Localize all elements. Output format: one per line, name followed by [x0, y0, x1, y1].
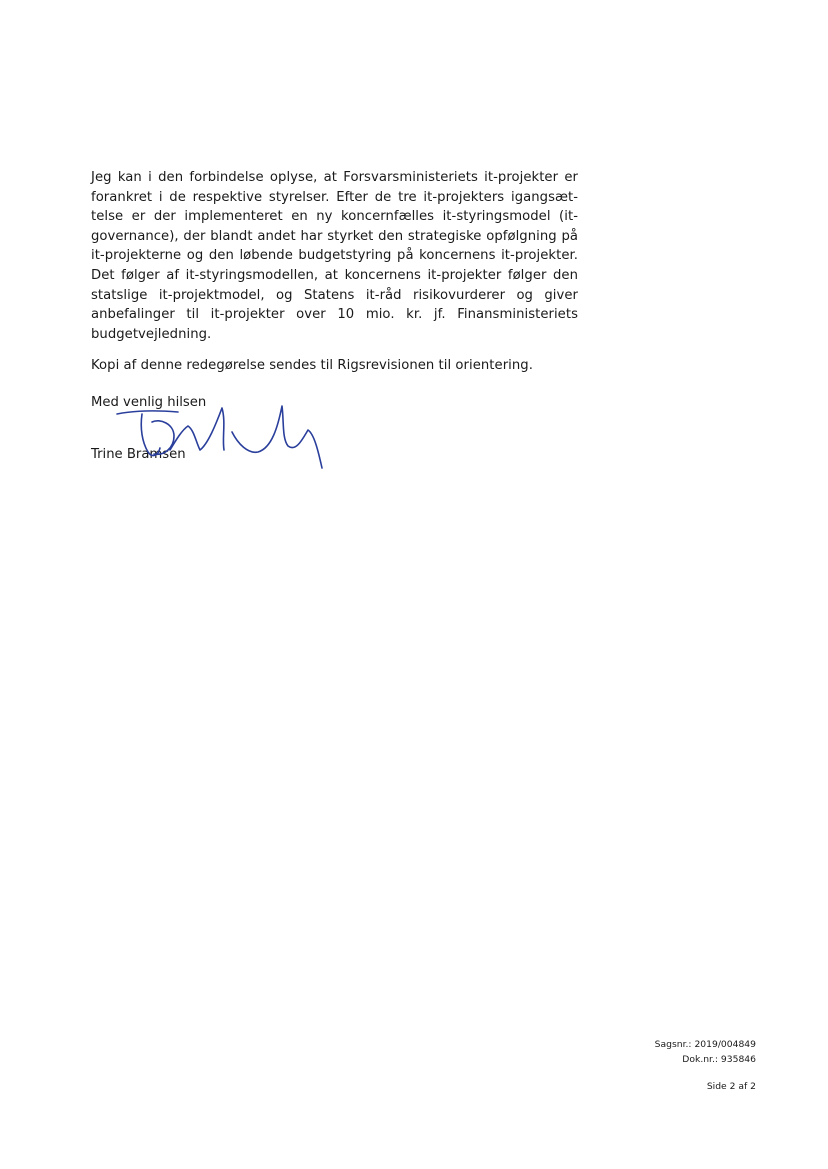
closing-salutation: Med venlig hilsen: [91, 395, 207, 410]
signature-stroke-1: [117, 411, 178, 414]
signature-stroke-4: [170, 408, 224, 450]
page-indicator: Side 2 af 2: [706, 1081, 756, 1092]
body-paragraph-1: Jeg kan i den forbindelse oplyse, at Forsvarsministeriets it-projekter er forankret i de respektive styrelser. Efter de tre it-projekters igangsættelse er der implementeret en ny koncernfælles it-styringsmodel (it-governance), der blandt andet har styrket den strategiske opfølgning på it-projekterne og den løbende budgetstyring på koncernens it-projekter. Det følger af it-styringsmodellen, at koncernens it-projekter følger den statslige it-projektmodel, og Statens it-råd risikovurderer og giver anbefalinger til it-projekter over 10 mio. kr. jf. Finansministeriets budgetvejledning.: [91, 170, 578, 342]
document-number: Dok.nr.: 935846: [682, 1054, 756, 1065]
case-number: Sagsnr.: 2019/004849: [654, 1039, 756, 1050]
signer-name: Trine Bramsen: [91, 447, 186, 462]
body-paragraph-2: Kopi af denne redegørelse sendes til Rigsrevisionen til orientering.: [91, 358, 533, 373]
letter-body: [91, 168, 578, 376]
signature-stroke-5: [232, 406, 322, 468]
document-footer: [655, 1037, 756, 1094]
handwritten-signature: [112, 400, 337, 480]
